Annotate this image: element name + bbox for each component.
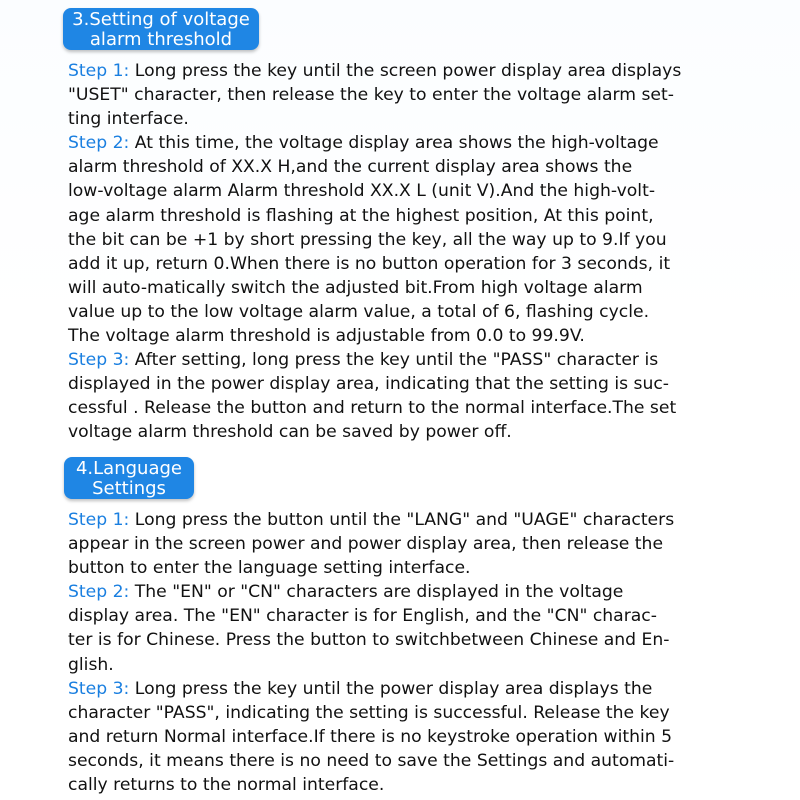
step-label: Step 1: bbox=[68, 61, 130, 81]
step-text-line: After setting, long press the key until the "PASS" character is bbox=[129, 350, 659, 371]
step-text-line: ting interface. bbox=[68, 109, 189, 130]
step-first-line bbox=[68, 59, 768, 83]
step-text-line: age alarm threshold is flashing at the highest position, At this point, bbox=[68, 205, 654, 226]
section-heading-language bbox=[64, 457, 194, 499]
step-label: Step 3: bbox=[68, 350, 130, 371]
step-text-line: ter is for Chinese. Press the button to switchbetween Chinese and En- bbox=[68, 630, 670, 651]
step-first-line bbox=[68, 131, 768, 155]
step-paragraph bbox=[68, 580, 768, 676]
step-text-line: the bit can be +1 by short pressing the key, all the way up to 9.If you bbox=[68, 229, 667, 250]
step-text-line: Long press the key until the power display area displays the bbox=[129, 678, 653, 699]
step-label: Step 1: bbox=[68, 510, 130, 530]
step-paragraph bbox=[68, 348, 768, 444]
step-text-line: Long press the button until the "LANG" and "UAGE" characters bbox=[129, 510, 675, 530]
step-paragraph bbox=[68, 131, 768, 348]
step-text-line: displayed in the power display area, indicating that the setting is suc- bbox=[68, 374, 670, 395]
step-first-line bbox=[68, 580, 768, 604]
step-text-line: seconds, it means there is no need to save the Settings and automati- bbox=[68, 750, 675, 771]
section-body-language bbox=[68, 508, 768, 797]
step-paragraph bbox=[68, 677, 768, 797]
step-text-line: cessful . Release the button and return to the normal interface.The set bbox=[68, 398, 677, 419]
step-text-line: button to enter the language setting interface. bbox=[68, 558, 471, 579]
step-text-line: cally returns to the normal interface. bbox=[68, 775, 385, 796]
step-text-line: At this time, the voltage display area shows the high-voltage bbox=[129, 133, 659, 154]
step-text-line: glish. bbox=[68, 654, 114, 675]
step-paragraph bbox=[68, 59, 768, 131]
step-text-line: The voltage alarm threshold is adjustable from 0.0 to 99.9V. bbox=[68, 326, 585, 347]
step-label: Step 3: bbox=[68, 678, 130, 699]
step-text-line: The "EN" or "CN" characters are displayed in the voltage bbox=[129, 582, 624, 603]
heading-line: 4.Language bbox=[75, 458, 182, 479]
step-text-line: add it up, return 0.When there is no button operation for 3 seconds, it bbox=[68, 253, 671, 274]
step-label: Step 2: bbox=[68, 133, 130, 154]
step-text-line: voltage alarm threshold can be saved by power off. bbox=[68, 422, 512, 443]
step-text-line: will auto-matically switch the adjusted bit.From high voltage alarm bbox=[68, 277, 643, 298]
step-first-line bbox=[68, 348, 768, 372]
step-first-line bbox=[68, 677, 768, 701]
heading-line: Settings bbox=[92, 478, 166, 499]
step-label: Step 2: bbox=[68, 582, 130, 603]
step-text-line: appear in the screen power and power display area, then release the bbox=[68, 534, 664, 555]
step-text-line: low-voltage alarm Alarm threshold XX.X L (unit V).And the high-volt- bbox=[68, 181, 656, 202]
step-paragraph bbox=[68, 508, 768, 580]
step-text-line: value up to the low voltage alarm value, a total of 6, flashing cycle. bbox=[68, 301, 650, 322]
step-text-line: Long press the key until the screen power display area displays bbox=[129, 61, 682, 81]
step-text-line: and return Normal interface.If there is no keystroke operation within 5 bbox=[68, 726, 673, 747]
step-first-line bbox=[68, 508, 768, 532]
step-text-line: character "PASS", indicating the setting is successful. Release the key bbox=[68, 702, 670, 723]
heading-line: 3.Setting of voltage bbox=[72, 9, 250, 30]
step-text-line: "USET" character, then release the key to enter the voltage alarm set- bbox=[68, 85, 674, 106]
section-body-voltage-alarm bbox=[68, 59, 768, 445]
section-heading-voltage-alarm bbox=[63, 8, 259, 50]
heading-line: alarm threshold bbox=[89, 29, 233, 50]
step-text-line: alarm threshold of XX.X H,and the current display area shows the bbox=[68, 157, 633, 178]
step-text-line: display area. The "EN" character is for English, and the "CN" charac- bbox=[68, 606, 657, 627]
